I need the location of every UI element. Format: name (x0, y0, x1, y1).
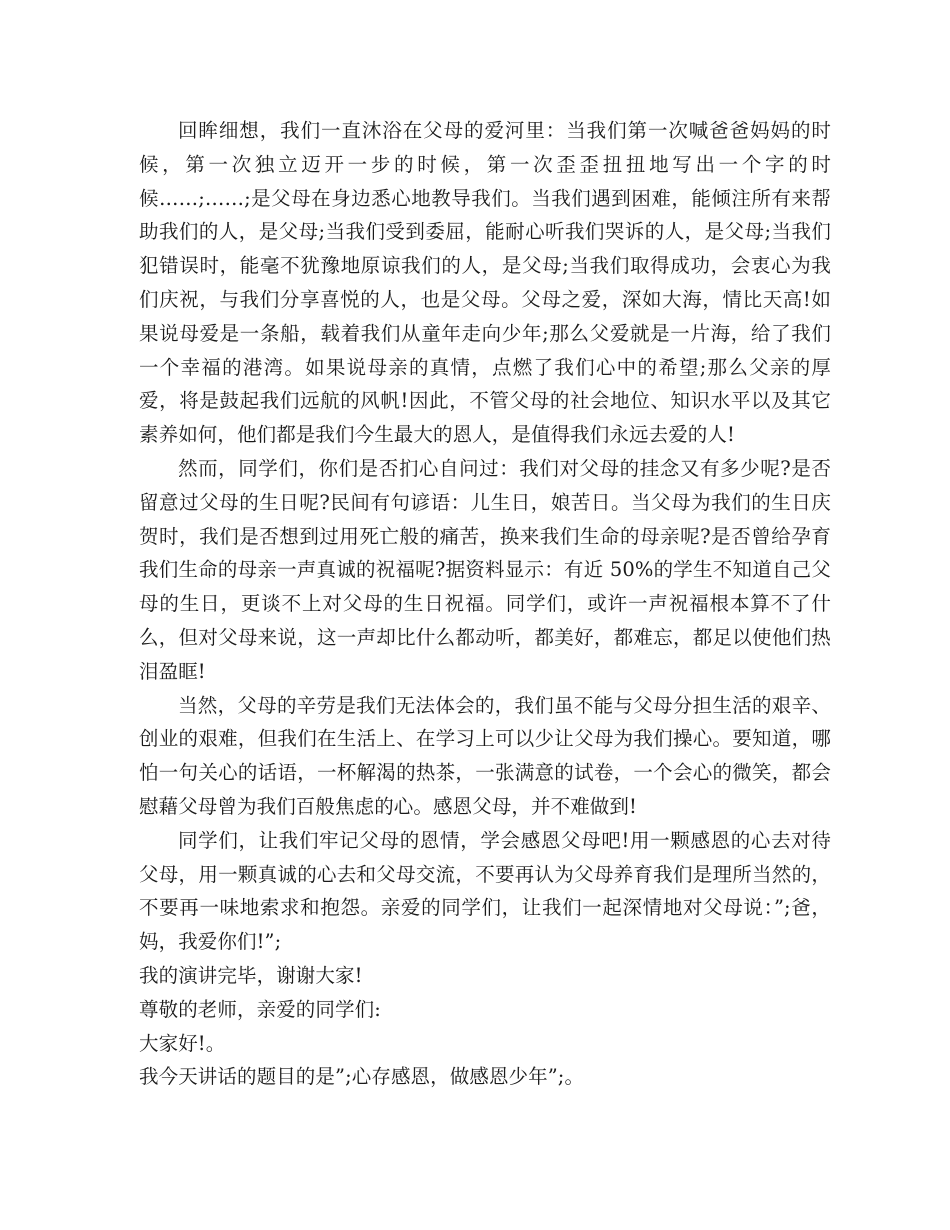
paragraph-call-to-action: 同学们，让我们牢记父母的恩情，学会感恩父母吧!用一颗感恩的心去对待父母，用一颗真诚的心去和父母交流，不要再认为父母养育我们是理所当然的，不要再一味地索求和抱怨。亲爱的同学们，让我们一起深情地对父母说：”;爸，妈，我爱你们!”; (139, 828, 831, 954)
speech-topic: 我今天讲话的题目的是”;心存感恩，做感恩少年”;。 (139, 1065, 585, 1089)
speech-salutation: 尊敬的老师，亲爱的同学们: (139, 997, 381, 1021)
paragraph-parents-birthday: 然而，同学们，你们是否扪心自问过：我们对父母的挂念又有多少呢?是否留意过父母的生日呢?民间有句谚语：儿生日，娘苦日。当父母为我们的生日庆贺时，我们是否想到过用死亡般的痛苦，换来我们生命的母亲呢?是否曾给孕育我们生命的母亲一声真诚的祝福呢?据资料显示：有近 50%的学生不知道自己父母的生日，更谈不上对父母的生日祝福。同学们，或许一声祝福根本算不了什么，但对父母来说，这一声却比什么都动听，都美好，都难忘，都足以使他们热泪盈眶! (139, 456, 831, 683)
speech-closing: 我的演讲完毕，谢谢大家! (139, 963, 363, 987)
paragraph-gratitude-reflection: 回眸细想，我们一直沐浴在父母的爱河里：当我们第一次喊爸爸妈妈的时候，第一次独立迈开一步的时候，第一次歪歪扭扭地写出一个字的时候……;……;是父母在身边悉心地教导我们。当我们遇到困难，能倾注所有来帮助我们的人，是父母;当我们受到委屈，能耐心听我们哭诉的人，是父母;当我们犯错误时，能毫不犹豫地原谅我们的人，是父母;当我们取得成功，会衷心为我们庆祝，与我们分享喜悦的人，也是父母。父母之爱，深如大海，情比天高!如果说母爱是一条船，载着我们从童年走向少年;那么父爱就是一片海，给了我们一个幸福的港湾。如果说母亲的真情，点燃了我们心中的希望;那么父亲的厚爱，将是鼓起我们远航的风帆!因此，不管父母的社会地位、知识水平以及其它素养如何，他们都是我们今生最大的恩人，是值得我们永远去爱的人! (139, 119, 831, 447)
document-body (139, 114, 831, 1094)
speech-greeting: 大家好!。 (139, 1031, 226, 1055)
paragraph-parents-hardship: 当然，父母的辛劳是我们无法体会的，我们虽不能与父母分担生活的艰辛、创业的艰难，但我们在生活上、在学习上可以少让父母为我们操心。要知道，哪怕一句关心的话语，一杯解渴的热茶，一张满意的试卷，一个会心的微笑，都会慰藉父母曾为我们百般焦虑的心。感恩父母，并不难做到! (139, 693, 831, 818)
